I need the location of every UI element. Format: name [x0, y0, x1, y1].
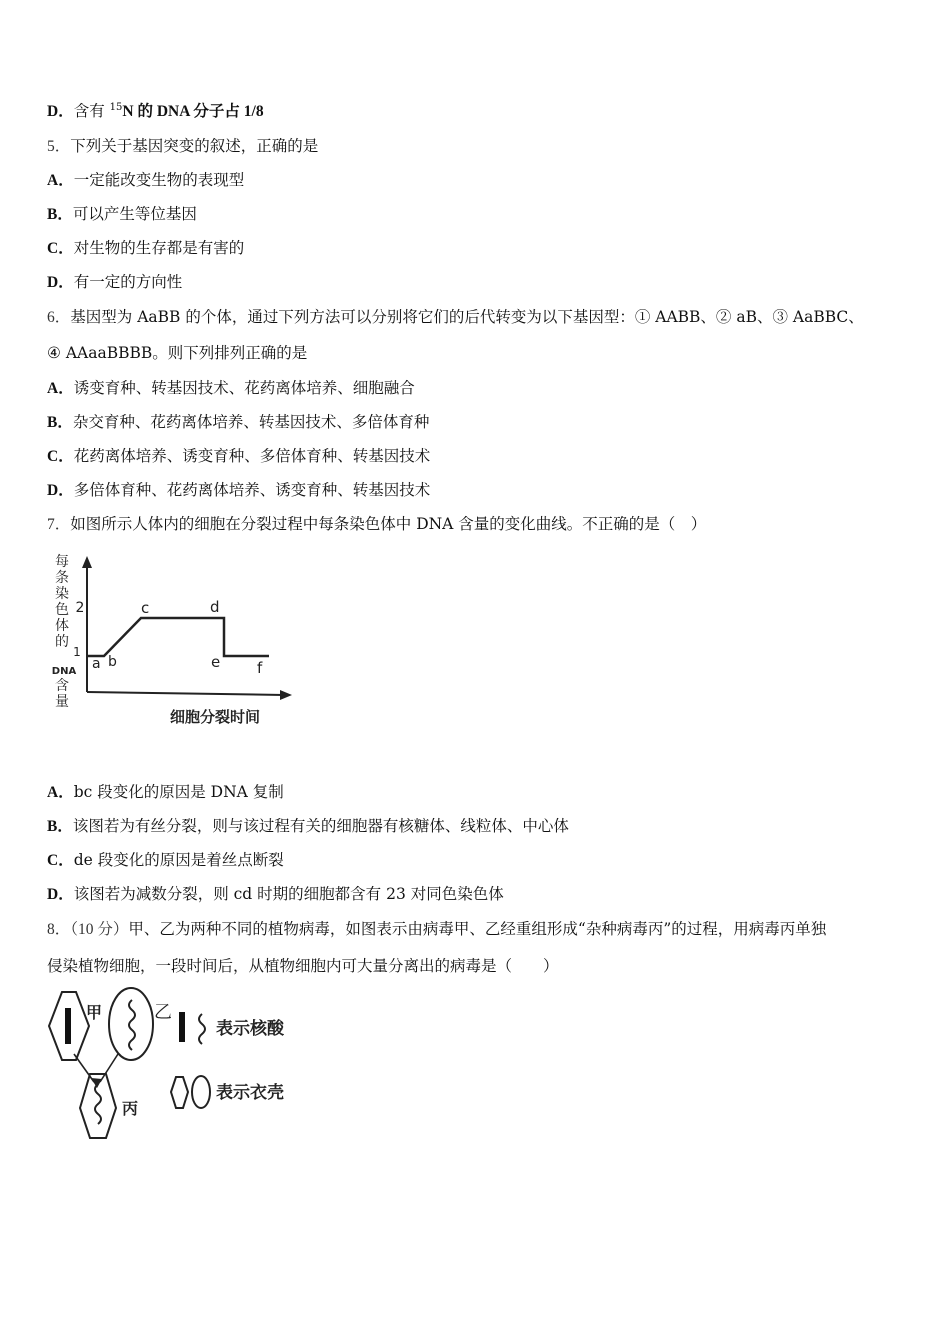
- option-label: C．: [47, 448, 74, 465]
- q6-option-d: [47, 480, 430, 501]
- option-label: B．: [47, 414, 73, 431]
- q5-option-b: [47, 204, 197, 225]
- y-axis-arrow: [82, 556, 92, 568]
- legend-hexagon-icon: [171, 1077, 188, 1108]
- option-text: 有一定的方向性: [73, 273, 183, 291]
- y-label-char: 条: [55, 570, 69, 586]
- x-axis-label: 细胞分裂时间: [170, 708, 261, 726]
- virus-a-label: 甲: [86, 1003, 103, 1022]
- legend-bar-icon: [179, 1012, 185, 1042]
- x-axis-arrow: [280, 690, 292, 700]
- y-label-char: 染: [55, 586, 69, 602]
- point-label-c: c: [141, 599, 150, 617]
- dna-content-curve: [87, 618, 269, 656]
- q6-stem-line1: [47, 307, 864, 328]
- question-text: 下列关于基因突变的叙述，正确的是: [70, 137, 319, 155]
- question-text: 甲、乙为两种不同的植物病毒，如图表示由病毒甲、乙经重组形成“杂种病毒丙”的过程，用病毒丙单独: [128, 920, 827, 938]
- y-label-char: 含: [55, 678, 69, 694]
- question-number: 7．: [47, 516, 71, 533]
- option-label: B．: [47, 206, 73, 223]
- virus-b-nucleic-acid: [129, 1000, 135, 1050]
- y-label-dna: DNA: [51, 666, 77, 677]
- q6-option-b: [47, 412, 429, 433]
- q5-option-a: [47, 170, 244, 191]
- option-label: B．: [47, 818, 73, 835]
- option-text: 花药离体培养、诱变育种、多倍体育种、转基因技术: [73, 447, 431, 465]
- y-label-char: 量: [55, 694, 69, 710]
- option-text-pre: 含有: [73, 102, 105, 120]
- option-label: C．: [47, 240, 74, 257]
- point-label-b: b: [108, 654, 117, 670]
- option-label: D．: [47, 482, 74, 499]
- y-tick-label-low: 1: [73, 645, 81, 659]
- legend-capsid-label: 表示衣壳: [216, 1083, 284, 1103]
- y-label-char: 色: [55, 602, 69, 618]
- point-label-e: e: [211, 653, 221, 671]
- q8-virus-recombination-figure: [44, 984, 304, 1144]
- option-text: de 段变化的原因是着丝点断裂: [73, 851, 284, 869]
- q6-option-c: [47, 446, 430, 467]
- legend-oval-icon: [192, 1076, 210, 1108]
- q7-stem: [47, 514, 706, 535]
- option-text: 多倍体育种、花药离体培养、诱变育种、转基因技术: [73, 481, 431, 499]
- option-label: A．: [47, 172, 74, 189]
- q6-option-a: [47, 378, 415, 399]
- y-tick-label: 2: [75, 600, 85, 616]
- point-label-a: a: [92, 656, 101, 672]
- option-text: 该图若为减数分裂，则 cd 时期的细胞都含有 23 对同色染色体: [73, 885, 504, 903]
- question-text: ④ AAaaBBBB。则下列排列正确的是: [47, 344, 308, 362]
- legend-nucleic-label: 表示核酸: [216, 1019, 284, 1039]
- question-number: 8．: [47, 921, 71, 938]
- x-axis: [87, 692, 284, 695]
- option-label: A．: [47, 380, 74, 397]
- option-label: C．: [47, 852, 74, 869]
- option-label: D．: [47, 103, 74, 120]
- q7-option-d: [47, 884, 504, 905]
- option-text: 诱变育种、转基因技术、花药离体培养、细胞融合: [73, 379, 415, 397]
- q5-stem: [47, 136, 318, 157]
- option-label: A．: [47, 784, 74, 801]
- question-text: 基因型为 AaBB 的个体，通过下列方法可以分别将它们的后代转变为以下基因型：① AABB、② aB、③ AaBBC、: [70, 308, 864, 326]
- option-text-post: N 的 DNA 分子占 1/8: [122, 103, 264, 120]
- q7-option-c: [47, 850, 284, 871]
- option-text: 杂交育种、花药离体培养、转基因技术、多倍体育种: [72, 413, 430, 431]
- option-label: D．: [47, 886, 74, 903]
- q5-option-c: [47, 238, 244, 259]
- q5-option-d: [47, 272, 182, 293]
- option-text: bc 段变化的原因是 DNA 复制: [73, 783, 284, 801]
- y-axis-label: [52, 554, 77, 710]
- q4-option-d: [47, 101, 264, 122]
- q7-option-a: [47, 782, 284, 803]
- y-label-char: 的: [55, 634, 69, 650]
- option-text: 可以产生等位基因: [72, 205, 197, 223]
- virus-a-nucleic-acid: [65, 1008, 71, 1044]
- q7-option-b: [47, 816, 569, 837]
- question-score: （10 分）: [70, 921, 129, 938]
- point-label-f: f: [257, 659, 263, 677]
- question-number: 5．: [47, 138, 71, 155]
- option-label: D．: [47, 274, 74, 291]
- legend-wave-icon: [199, 1014, 205, 1044]
- y-label-char: 体: [55, 618, 69, 634]
- point-label-d: d: [210, 598, 220, 616]
- superscript: 15: [109, 102, 123, 113]
- q6-stem-line2: [47, 343, 307, 363]
- option-text: 该图若为有丝分裂，则与该过程有关的细胞器有核糖体、线粒体、中心体: [72, 817, 569, 835]
- virus-c-label: 丙: [122, 1099, 139, 1118]
- q8-stem-line2: [47, 956, 559, 976]
- arrow-from-a: [74, 1054, 94, 1082]
- virus-c-nucleic-acid: [95, 1084, 101, 1124]
- y-label-char: 每: [55, 554, 69, 570]
- question-text: 侵染植物细胞，一段时间后，从植物细胞内可大量分离出的病毒是（ ）: [47, 957, 559, 975]
- option-text: 一定能改变生物的表现型: [73, 171, 245, 189]
- virus-b-label: 乙: [154, 1002, 172, 1023]
- option-text: 对生物的生存都是有害的: [73, 239, 245, 257]
- arrow-from-b: [100, 1054, 118, 1082]
- question-number: 6．: [47, 309, 71, 326]
- q8-stem-line1: [47, 919, 826, 940]
- q7-dna-curve-figure: [44, 552, 304, 732]
- question-text: 如图所示人体内的细胞在分裂过程中每条染色体中 DNA 含量的变化曲线。不正确的是（ ）: [70, 515, 707, 533]
